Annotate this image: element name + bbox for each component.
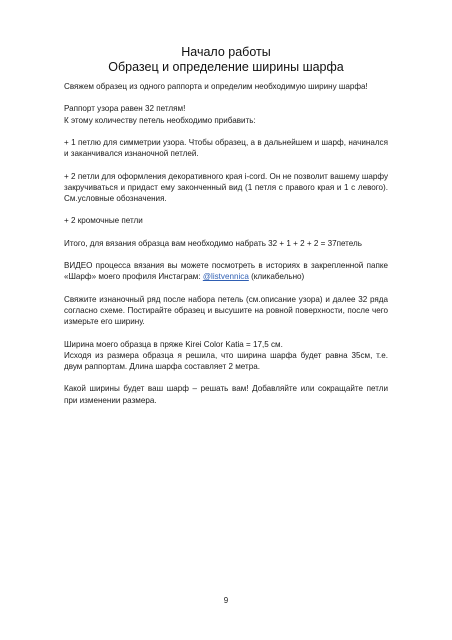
instagram-link[interactable]: @listvennica [202, 272, 249, 282]
title-line-1: Начало работы [181, 45, 271, 59]
video-text: ВИДЕО процесса вязания вы можете посмотреть в историях в закрепленной папке «Шарф» моего профиля Инстаграм: [64, 261, 388, 282]
paragraph-add: К этому количеству петель необходимо прибавить: [64, 115, 256, 125]
paragraph-rapport: Раппорт узора равен 32 петлям! [64, 104, 186, 114]
paragraph-edge-stitches: + 2 кромочные петли [64, 216, 143, 226]
paragraph-knit-rows: Свяжите изнаночный ряд после набора петель (см.описание узора) и далее 32 ряда согласно схеме. Постирайте образец и высушите на ровной поверхности, после чего измерьте его ширину. [64, 294, 388, 327]
paragraph-gauge: Ширина моего образца в пряже Kirei Color Katia = 17,5 см. [64, 339, 283, 349]
paragraph-icord: + 2 петли для оформления декоративного края i-cord. Он не позволит вашему шарфу закручиваться и придаст ему законченный вид (1 петля с правого края и 1 с левого). См.условные обозначения. [64, 171, 388, 203]
paragraph-total: Итого, для вязания образца вам необходимо набрать 32 + 1 + 2 + 2 = 37петель [64, 238, 362, 248]
clickable-note: (кликабельно) [248, 272, 305, 282]
page-title [0, 45, 452, 75]
paragraph-choose-width: Какой ширины будет ваш шарф – решать вам! Добавляйте или сокращайте петли при изменении размера. [64, 384, 388, 405]
page-number: 9 [223, 596, 229, 605]
title-line-2: Образец и определение ширины шарфа [108, 60, 344, 74]
document-body [64, 81, 388, 417]
paragraph-width-decision: Исходя из размера образца я решила, что ширина шарфа будет равна 35см, т.е. двум раппортам. Длина шарфа составляет 2 метра. [64, 350, 388, 371]
paragraph-symmetry: + 1 петлю для симметрии узора. Чтобы образец, а в дальнейшем и шарф, начинался и заканчивался изнаночной петлей. [64, 137, 388, 159]
paragraph-intro: Свяжем образец из одного раппорта и определим необходимую ширину шарфа! [64, 82, 368, 91]
paragraph-video [64, 260, 388, 282]
